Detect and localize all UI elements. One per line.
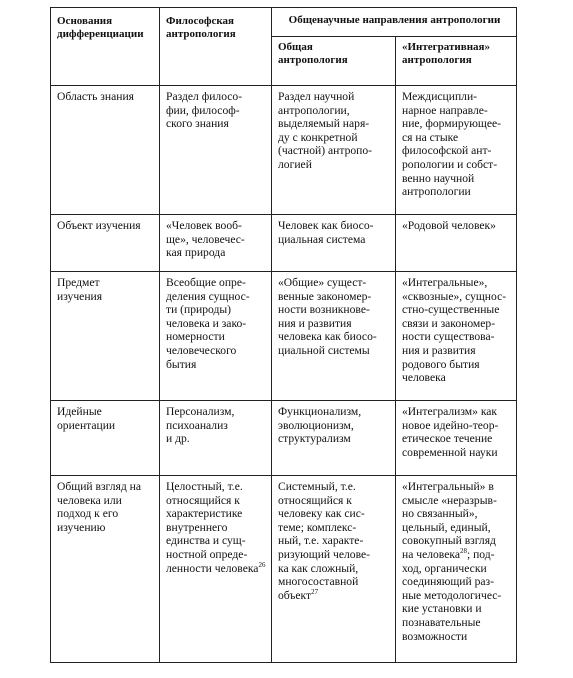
cell-general: «Общие» сущест- венные закономер- ности возникнове- ния и развития человека как биосо- циальной системы xyxy=(272,272,396,401)
cell-philosophical: Персонализм, психоанализ и др. xyxy=(160,401,272,476)
cell-general: Системный, т.е. относящийся к человеку как сис- теме; комплекс- ный, т.е. характе- ризующий челове- ка как сложный, многосоставной объект$^{27}$ xyxy=(272,476,396,663)
header-group: Общенаучные направления антропологии xyxy=(272,8,517,37)
cell-integrative: «Интегральный» в смысле «неразрыв- но связанный», цельный, единый, совокупный взгляд на человека$^{28}$; под- ход, органически соединяющий раз- ные методологичес- кие установки и познавательные возможности xyxy=(396,476,517,663)
cell-basis: Объект изучения xyxy=(51,215,160,272)
cell-philosophical: Всеобщие опре- деления сущнос- ти (природы) человека и зако- номерности человеческого бытия xyxy=(160,272,272,401)
table-row xyxy=(51,272,517,401)
cell-philosophical: Целостный, т.е. относящийся к характеристике внутреннего единства и сущ- ностной опреде- ленности человека$^{26}$ xyxy=(160,476,272,663)
cell-general: Раздел научной антропологии, выделяемый наря- ду с конкретной (частной) антропо- логией xyxy=(272,86,396,215)
cell-integrative: Междисципли- нарное направле- ние, формирующее- ся на стыке философской ант- ропологии и собст- венно научной антропологии xyxy=(396,86,517,215)
header-basis: Основания дифференциации xyxy=(51,8,160,86)
header-philosophical: Философская антропология xyxy=(160,8,272,86)
cell-philosophical: «Человек вооб- ще», человечес- кая природа xyxy=(160,215,272,272)
header-row xyxy=(51,8,517,37)
cell-general: Функционализм, эволюционизм, структурализм xyxy=(272,401,396,476)
cell-basis: Общий взгляд на человека или подход к его изучению xyxy=(51,476,160,663)
table-row xyxy=(51,401,517,476)
header-integrative: «Интегративная» антропология xyxy=(396,37,517,86)
table-row xyxy=(51,215,517,272)
comparison-table xyxy=(50,7,516,663)
cell-basis: Предмет изучения xyxy=(51,272,160,401)
cell-general: Человек как биосо- циальная система xyxy=(272,215,396,272)
footnote-ref: 26 xyxy=(258,560,266,569)
table-row xyxy=(51,86,517,215)
cell-integrative: «Родовой человек» xyxy=(396,215,517,272)
table-row xyxy=(51,476,517,663)
cell-integrative: «Интегрализм» как новое идейно-теор- етическое течение современной науки xyxy=(396,401,517,476)
header-general: Общая антропология xyxy=(272,37,396,86)
cell-basis: Область знания xyxy=(51,86,160,215)
footnote-ref: 28 xyxy=(459,547,467,556)
footnote-ref: 27 xyxy=(311,587,319,596)
cell-basis: Идейные ориентации xyxy=(51,401,160,476)
cell-integrative: «Интегральные», «сквозные», сущнос- стно-существенные связи и закономер- ности существова- ния и развития родового бытия человека xyxy=(396,272,517,401)
cell-philosophical: Раздел филосо- фии, философ- ского знания xyxy=(160,86,272,215)
